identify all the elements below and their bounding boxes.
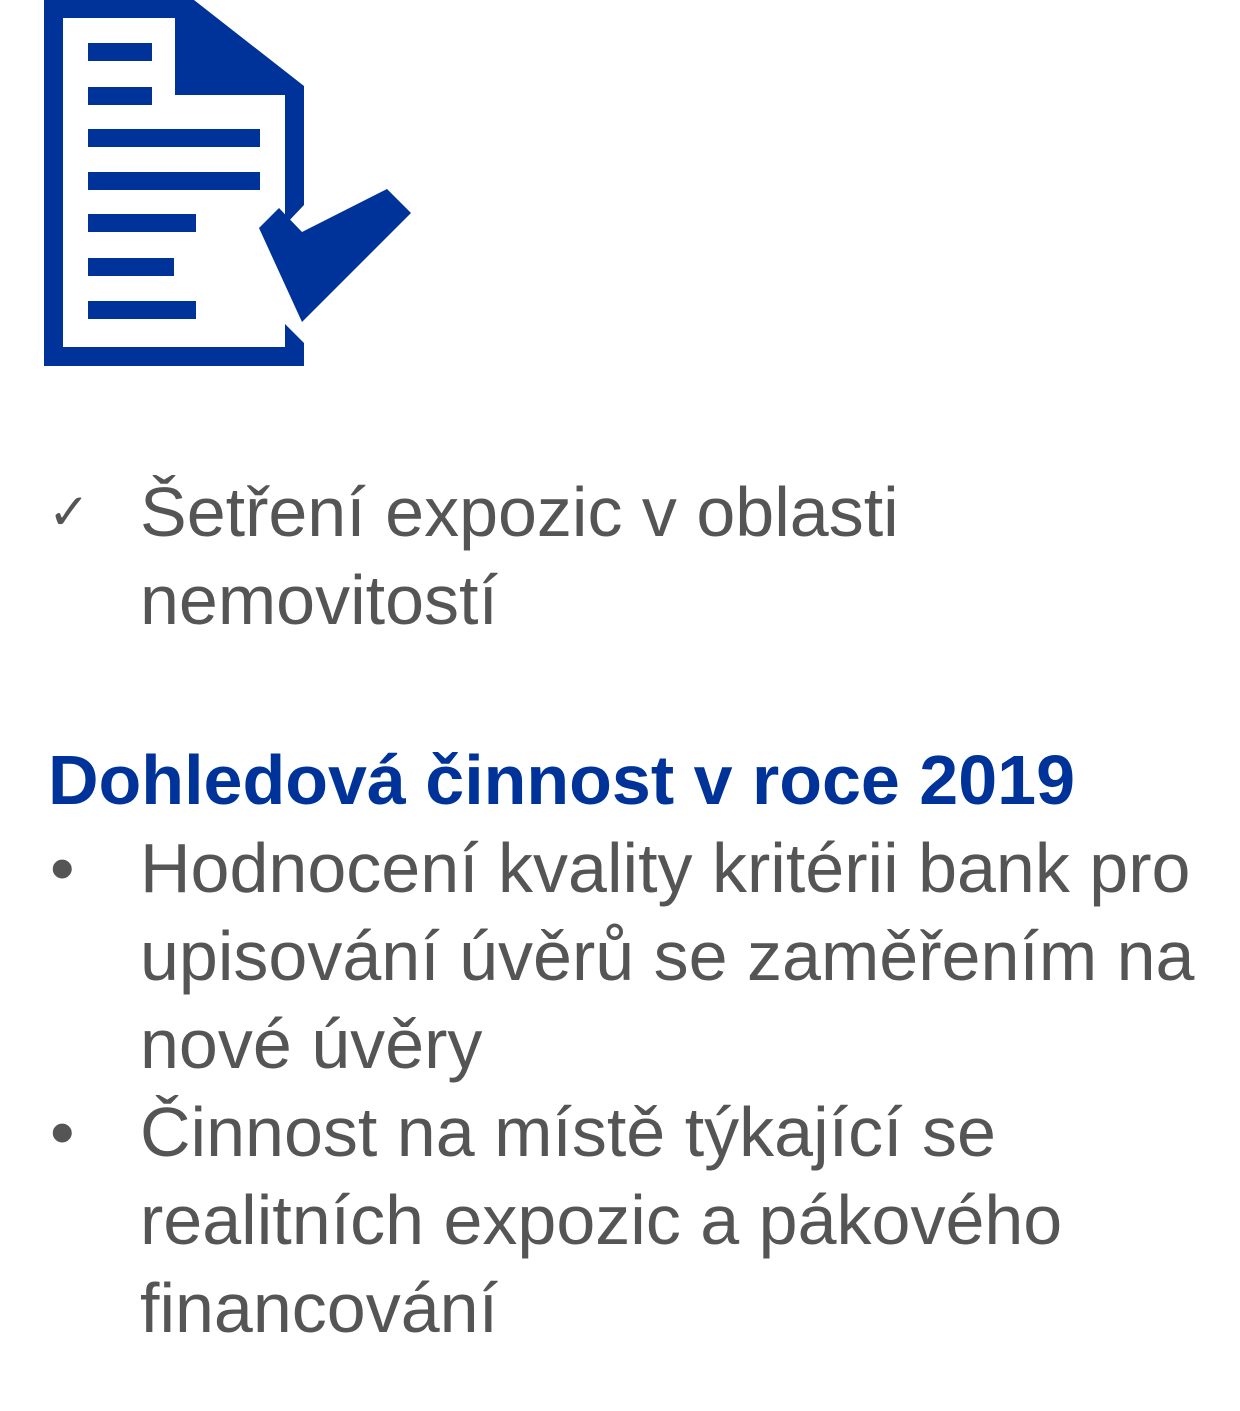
checklist-item <box>48 468 1208 644</box>
bullet-list <box>48 824 1208 1352</box>
checklist-item-text: Šetření expozic v oblasti nemovitostí <box>140 473 899 639</box>
bullet-item-text: Hodnocení kvality kritérii bank pro upisování úvěrů se zaměřením na nové úvěry <box>140 829 1195 1083</box>
bullet-item-text: Činnost na místě týkající se realitních expozic a pákového financování <box>140 1093 1063 1347</box>
document-check-icon <box>44 0 416 366</box>
section-heading: Dohledová činnost v roce 2019 <box>48 741 1076 819</box>
bullet-item <box>48 1088 1208 1352</box>
checkmark-icon: ✓ <box>48 483 90 541</box>
bullet-icon: • <box>50 1093 75 1171</box>
bullet-icon: • <box>50 829 75 907</box>
bullet-item <box>48 824 1208 1088</box>
